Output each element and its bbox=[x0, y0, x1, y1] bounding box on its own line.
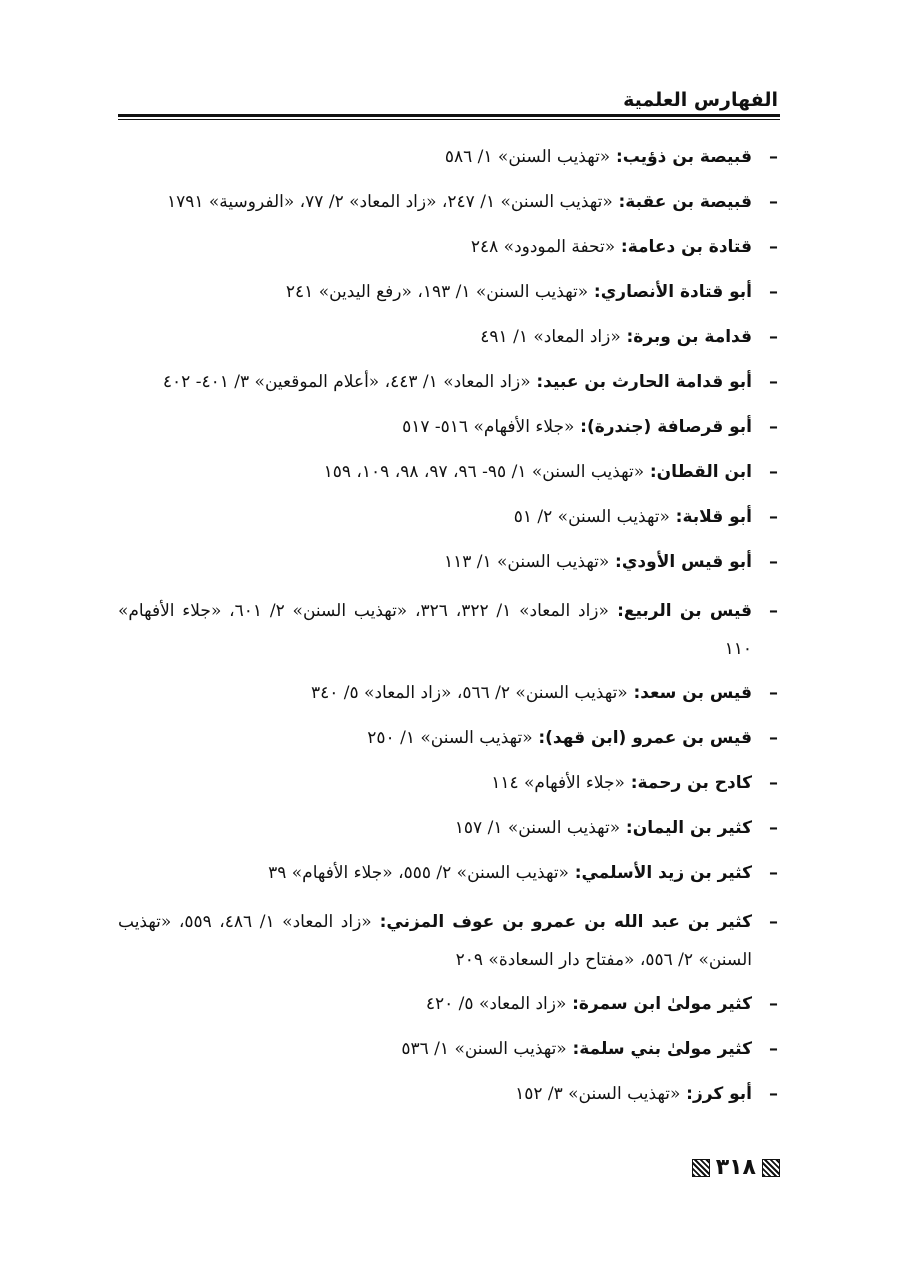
entry-references: «تهذيب السنن» ١/ ٢٥٠ bbox=[367, 728, 533, 748]
running-header bbox=[118, 82, 780, 120]
entry-dash: – bbox=[769, 506, 778, 527]
index-list bbox=[118, 142, 780, 1124]
entry-references: «تحفة المودود» ٢٤٨ bbox=[470, 237, 616, 257]
entry-name: كثير مولىٰ ابن سمرة: bbox=[572, 994, 752, 1014]
entry-references: «تهذيب السنن» ١/ ١٥٧ bbox=[454, 818, 621, 838]
entry-dash: – bbox=[769, 146, 778, 167]
entry-references: «زاد المعاد» ٥/ ٤٢٠ bbox=[425, 994, 567, 1014]
entry-name: كادح بن رحمة: bbox=[630, 773, 752, 793]
entry-name: قيس بن الربيع: bbox=[617, 601, 753, 621]
header-title: الفهارس العلمية bbox=[623, 89, 778, 111]
entry-dash: – bbox=[769, 993, 778, 1014]
list-item bbox=[118, 367, 780, 412]
list-item bbox=[118, 412, 780, 457]
header-rule-thick bbox=[118, 114, 780, 117]
entry-dash: – bbox=[769, 326, 778, 347]
entry-dash: – bbox=[769, 281, 778, 302]
entry-dash: – bbox=[769, 551, 778, 572]
entry-references: «جلاء الأفهام» ١١٤ bbox=[491, 773, 625, 793]
entry-name: قبيصة بن ذؤيب: bbox=[615, 147, 752, 167]
entry-name: أبو قتادة الأنصاري: bbox=[593, 282, 752, 302]
entry-name: قدامة بن وبرة: bbox=[626, 327, 752, 347]
entry-name: أبو قيس الأودي: bbox=[615, 552, 752, 572]
list-item bbox=[118, 547, 780, 592]
list-item bbox=[118, 322, 780, 367]
entry-dash: – bbox=[769, 862, 778, 883]
document-page bbox=[118, 82, 780, 1192]
entry-name: قيس بن سعد: bbox=[633, 683, 752, 703]
entry-references: «تهذيب السنن» ١/ ٥٣٦ bbox=[401, 1039, 567, 1059]
entry-dash: – bbox=[769, 236, 778, 257]
entry-dash: – bbox=[769, 911, 778, 932]
entry-name: قبيصة بن عقبة: bbox=[618, 192, 752, 212]
entry-name: كثير بن عبد الله بن عمرو بن عوف المزني: bbox=[379, 912, 752, 932]
entry-references: «تهذيب السنن» ٢/ ٥٦٦، «زاد المعاد» ٥/ ٣٤٠ bbox=[310, 683, 628, 703]
entry-references: «تهذيب السنن» ٣/ ١٥٢ bbox=[515, 1084, 681, 1104]
list-item bbox=[118, 678, 780, 723]
ornament-square-icon bbox=[762, 1159, 780, 1177]
page-footer bbox=[692, 1156, 780, 1180]
list-item bbox=[118, 502, 780, 547]
entry-references: «تهذيب السنن» ١/ ٢٤٧، «زاد المعاد» ٢/ ٧٧، «الفروسية» ١٧٩١ bbox=[166, 192, 613, 212]
list-item bbox=[118, 1034, 780, 1079]
list-item bbox=[118, 768, 780, 813]
entry-dash: – bbox=[769, 1083, 778, 1104]
entry-name: أبو قدامة الحارث بن عبيد: bbox=[536, 372, 752, 392]
entry-references: «زاد المعاد» ١/ ٤٨٦، ٥٥٩، «تهذيب السنن» ٢/ ٥٥٦، «مفتاح دار السعادة» ٢٠٩ bbox=[118, 912, 752, 970]
entry-references: «زاد المعاد» ١/ ٤٩١ bbox=[480, 327, 621, 347]
list-item bbox=[118, 457, 780, 502]
entry-name: أبو كرز: bbox=[686, 1084, 752, 1104]
entry-dash: – bbox=[769, 600, 778, 621]
entry-name: قيس بن عمرو (ابن قهد): bbox=[538, 728, 752, 748]
entry-references: «تهذيب السنن» ١/ ٩٥- ٩٦، ٩٧، ٩٨، ١٠٩، ١٥٩ bbox=[323, 462, 645, 482]
list-item bbox=[118, 232, 780, 277]
list-item bbox=[118, 277, 780, 322]
list-item bbox=[118, 723, 780, 768]
entry-name: قتادة بن دعامة: bbox=[620, 237, 752, 257]
entry-references: «زاد المعاد» ١/ ٤٤٣، «أعلام الموقعين» ٣/ ٤٠١- ٤٠٢ bbox=[162, 372, 531, 392]
entry-name: كثير مولىٰ بني سلمة: bbox=[572, 1039, 752, 1059]
entry-references: «زاد المعاد» ١/ ٣٢٢، ٣٢٦، «تهذيب السنن» ٢/ ٦٠١، «جلاء الأفهام» ١١٠ bbox=[118, 601, 752, 659]
list-item bbox=[118, 813, 780, 858]
header-rule-thin bbox=[118, 119, 780, 120]
entry-name: أبو قرصافة (جندرة): bbox=[580, 417, 752, 437]
entry-dash: – bbox=[769, 371, 778, 392]
page-number: ٣١٨ bbox=[715, 1155, 756, 1180]
entry-dash: – bbox=[769, 461, 778, 482]
entry-dash: – bbox=[769, 682, 778, 703]
entry-dash: – bbox=[769, 772, 778, 793]
list-item bbox=[118, 858, 780, 903]
list-item bbox=[118, 142, 780, 187]
list-item bbox=[118, 1079, 780, 1124]
ornament-square-icon bbox=[692, 1159, 710, 1177]
list-item bbox=[118, 903, 780, 989]
entry-dash: – bbox=[769, 416, 778, 437]
entry-references: «تهذيب السنن» ١/ ١١٣ bbox=[443, 552, 610, 572]
entry-references: «تهذيب السنن» ١/ ٥٨٦ bbox=[444, 147, 611, 167]
entry-dash: – bbox=[769, 817, 778, 838]
list-item bbox=[118, 592, 780, 678]
entry-name: أبو قلابة: bbox=[675, 507, 752, 527]
entry-name: كثير بن زيد الأسلمي: bbox=[574, 863, 752, 883]
list-item bbox=[118, 187, 780, 232]
entry-name: كثير بن اليمان: bbox=[625, 818, 752, 838]
list-item bbox=[118, 989, 780, 1034]
entry-references: «تهذيب السنن» ٢/ ٥٥٥، «جلاء الأفهام» ٣٩ bbox=[268, 863, 569, 883]
entry-dash: – bbox=[769, 727, 778, 748]
entry-references: «تهذيب السنن» ٢/ ٥١ bbox=[513, 507, 670, 527]
entry-dash: – bbox=[769, 191, 778, 212]
entry-name: ابن القطان: bbox=[649, 462, 752, 482]
entry-references: «جلاء الأفهام» ٥١٦- ٥١٧ bbox=[402, 417, 575, 437]
entry-references: «تهذيب السنن» ١/ ١٩٣، «رفع اليدين» ٢٤١ bbox=[285, 282, 589, 302]
entry-dash: – bbox=[769, 1038, 778, 1059]
